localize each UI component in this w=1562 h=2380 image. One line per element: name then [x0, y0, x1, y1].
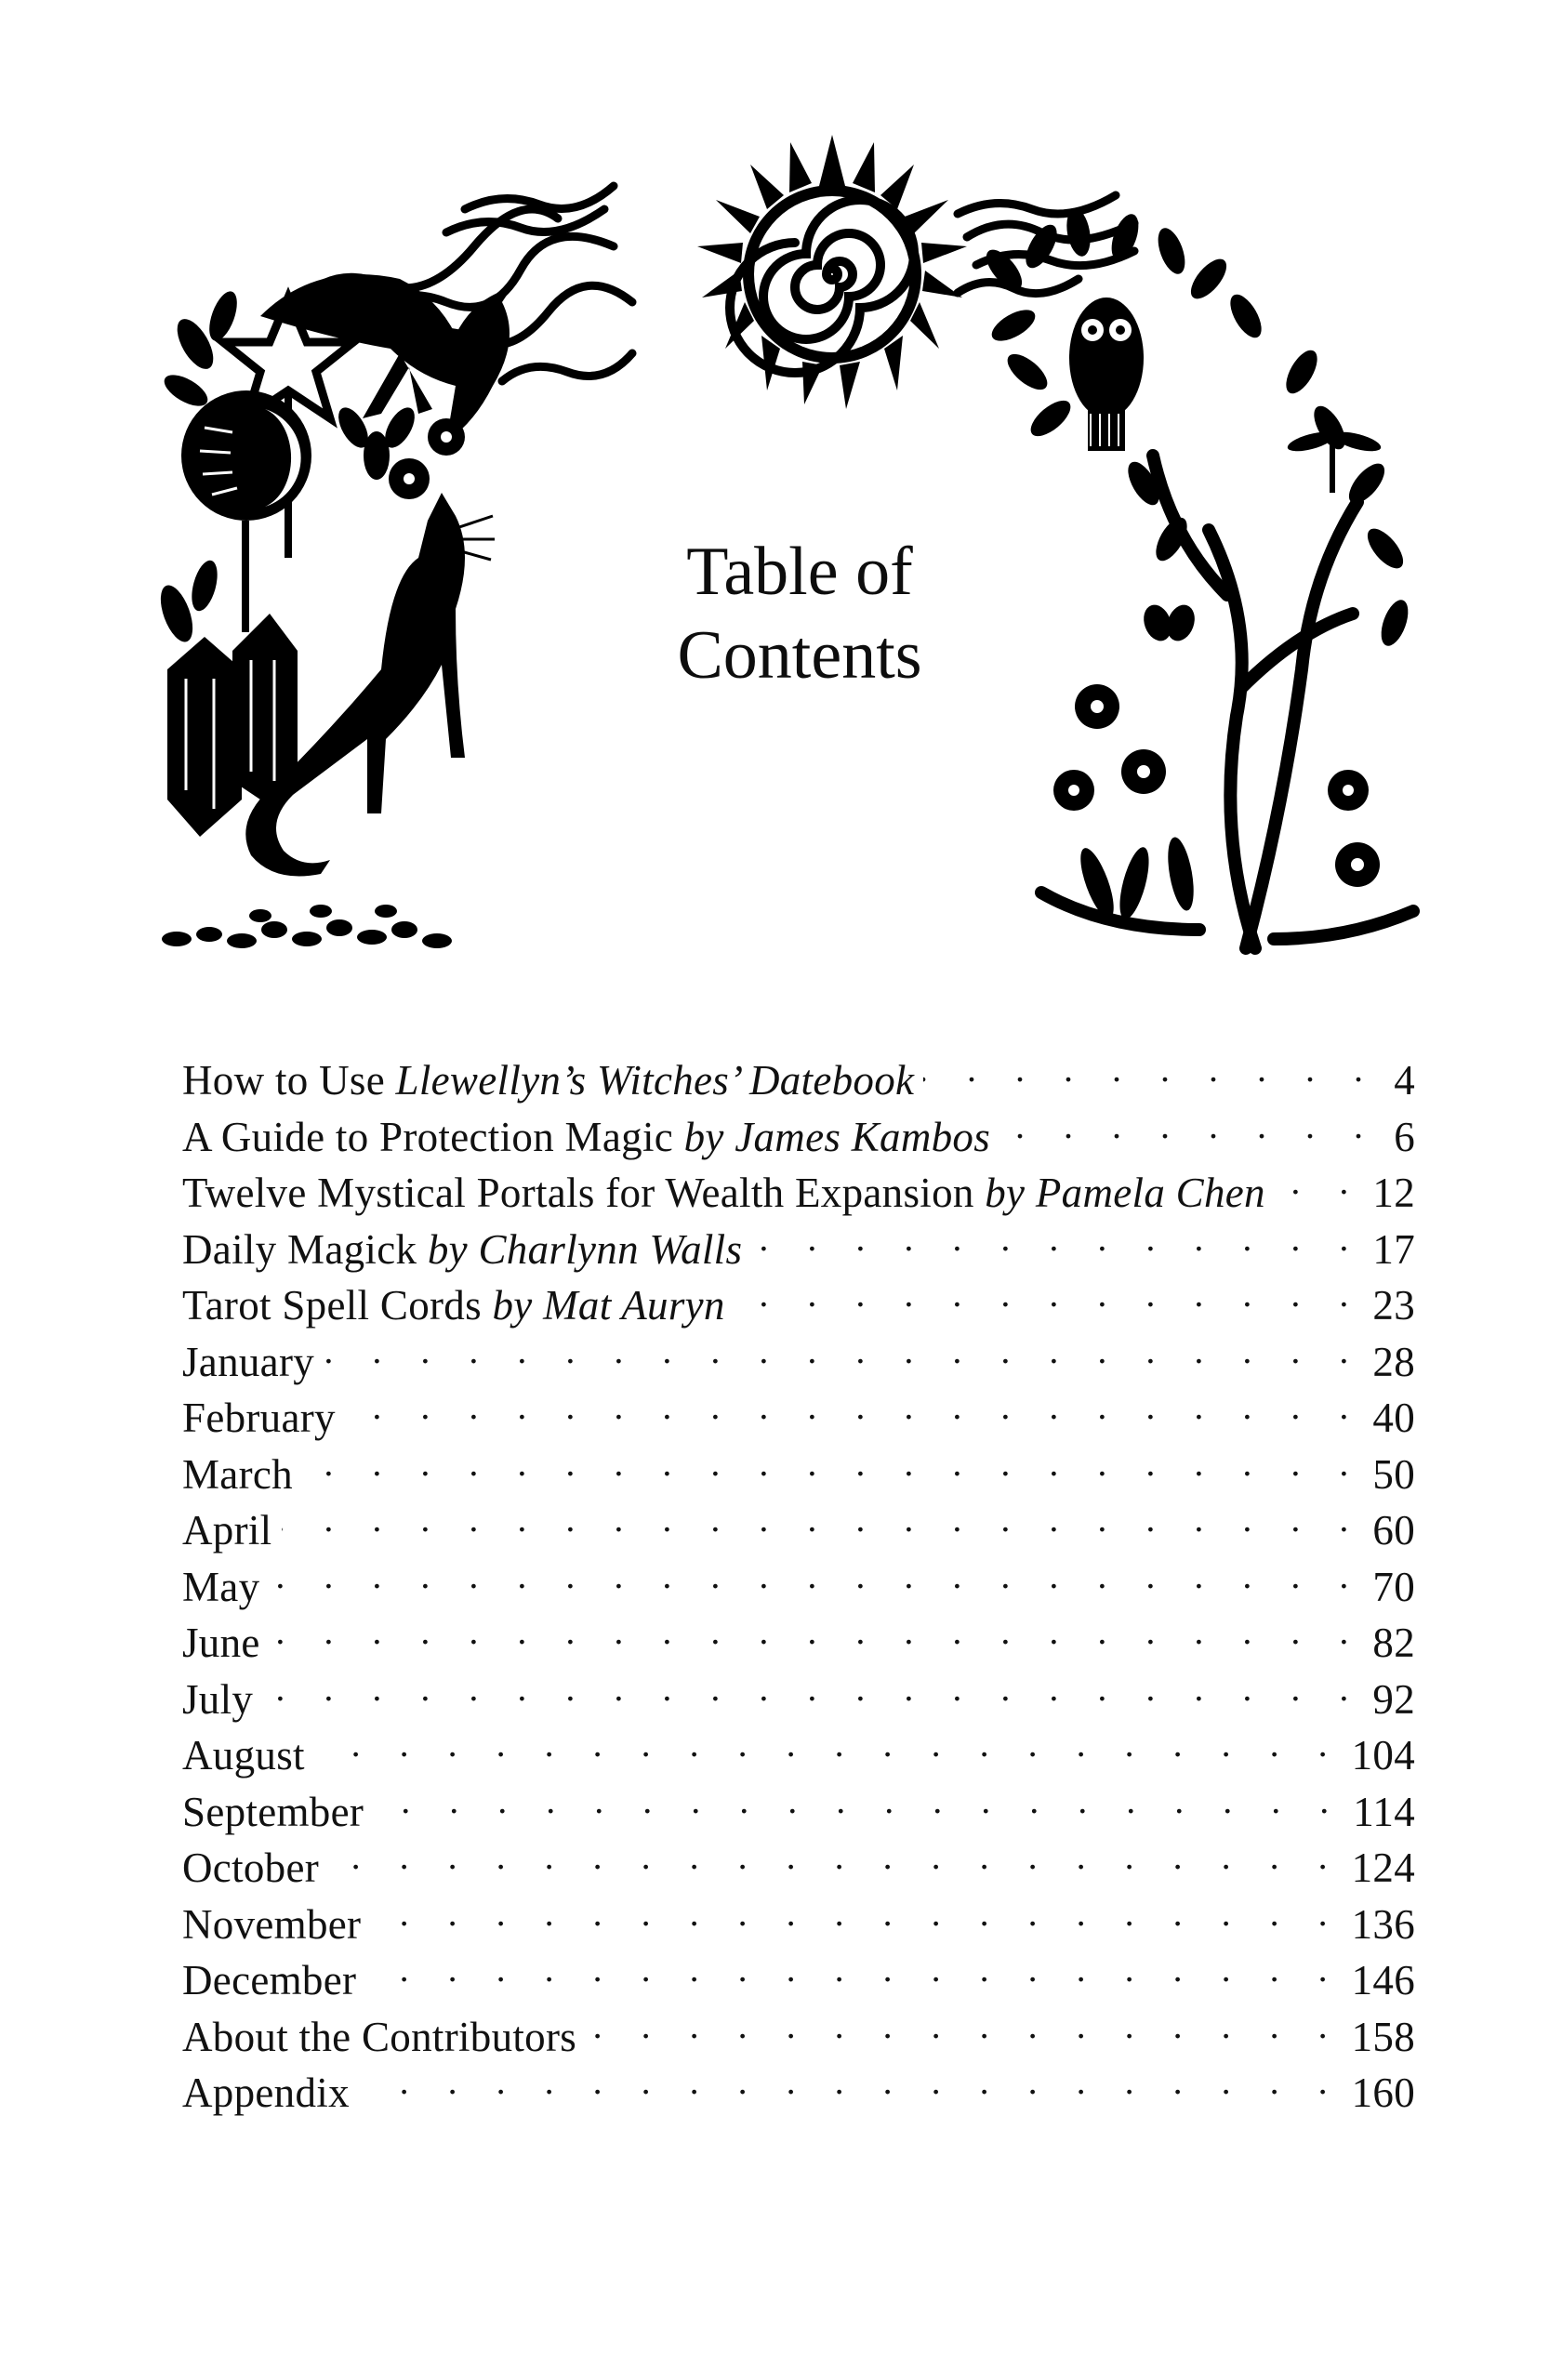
dot-leader: [314, 1722, 1343, 1765]
toc-title-italic: Llewellyn’s Witches’ Datebook: [395, 1057, 915, 1104]
toc-title-text: March: [182, 1450, 293, 1498]
toc-entry-title: [182, 1281, 725, 1329]
toc-title-text: Twelve Mystical Portals for Wealth Expansion: [182, 1170, 986, 1216]
toc-author: Mat Auryn: [543, 1282, 725, 1329]
toc-title-text: December: [182, 1957, 357, 2003]
toc-entry[interactable]: [182, 1332, 1415, 1389]
toc-entry[interactable]: [182, 1782, 1415, 1839]
toc-entry[interactable]: [182, 2063, 1415, 2120]
toc-entry[interactable]: [182, 1051, 1415, 1107]
title-line-1: Table of: [686, 534, 913, 610]
toc-entry-title: [182, 1450, 293, 1499]
dot-leader: [999, 1104, 1378, 1147]
butterfly-icon: [1139, 601, 1199, 644]
dot-leader: [262, 1666, 1363, 1710]
toc-entry-title: [182, 1113, 990, 1161]
toc-entry[interactable]: [182, 1613, 1415, 1670]
toc-page-number: 6: [1394, 1113, 1415, 1160]
toc-entry-title: [182, 1619, 260, 1667]
toc-entry[interactable]: [182, 1107, 1415, 1164]
toc-entry[interactable]: [182, 1557, 1415, 1614]
toc-page-number: 146: [1351, 1957, 1415, 2003]
dot-leader: [751, 1216, 1363, 1260]
toc-entry[interactable]: [182, 1388, 1415, 1445]
toc-author: James Kambos: [735, 1113, 991, 1160]
toc-title-text: October: [182, 1844, 320, 1891]
toc-entry[interactable]: [182, 1501, 1415, 1557]
toc-author-prefix: by: [683, 1113, 735, 1160]
toc-title-text: May: [182, 1563, 260, 1610]
toc-entry[interactable]: [182, 1726, 1415, 1782]
toc-entry-title: [182, 1563, 259, 1611]
toc-entry[interactable]: [182, 1895, 1415, 1951]
toc-entry-title: [182, 1225, 742, 1274]
dot-leader: [359, 2059, 1343, 2103]
dot-leader: [282, 1497, 1364, 1540]
toc-title-text: August: [182, 1732, 305, 1778]
title-line-2: Contents: [677, 617, 922, 694]
toc-author-prefix: by: [427, 1225, 479, 1273]
toc-entry-title: [182, 1394, 336, 1442]
toc-page-number: 104: [1351, 1732, 1415, 1778]
dot-leader: [370, 1891, 1342, 1935]
toc-entry-title: [182, 1338, 314, 1386]
dot-leader: [269, 1554, 1363, 1597]
toc-entry[interactable]: [182, 1838, 1415, 1895]
dot-leader: [345, 1384, 1364, 1428]
toc-title-text: June: [182, 1620, 260, 1666]
toc-page-number: 50: [1372, 1450, 1415, 1498]
toc-entry-title: [182, 1169, 1265, 1217]
toc-page-number: 12: [1372, 1170, 1415, 1216]
toc-entry-title: [182, 1844, 319, 1892]
dot-leader: [302, 1441, 1363, 1485]
toc-title-text: A Guide to Protection Magic: [182, 1113, 684, 1160]
toc-title-text: Tarot Spell Cords: [182, 1282, 493, 1329]
toc-author-prefix: by: [985, 1170, 1036, 1216]
toc-title-text: How to Use: [182, 1057, 396, 1104]
toc-entry-title: [182, 1056, 914, 1104]
dot-leader: [365, 1947, 1342, 1990]
toc-page-number: 160: [1351, 2069, 1415, 2116]
toc-title-text: April: [182, 1507, 272, 1554]
toc-page-number: 70: [1372, 1563, 1415, 1610]
toc-page-number: 158: [1351, 2013, 1415, 2060]
toc-entry-title: [182, 1788, 364, 1836]
right-foliage-icon: [980, 206, 1413, 649]
right-flowers-icon: [1053, 684, 1380, 922]
page-title: [558, 530, 1041, 697]
toc-page-number: 136: [1351, 1900, 1415, 1948]
toc-title-text: September: [182, 1788, 364, 1835]
toc-page-number: 28: [1372, 1338, 1415, 1385]
dot-leader: [373, 1778, 1344, 1822]
dot-leader: [270, 1609, 1364, 1653]
toc-title-text: About the Contributors: [182, 2013, 577, 2060]
toc-title-text: Appendix: [182, 2069, 350, 2116]
pebbles-icon: [162, 905, 452, 948]
toc-author: Charlynn Walls: [478, 1225, 743, 1273]
toc-title-text: January: [182, 1338, 315, 1385]
table-of-contents: [182, 1051, 1415, 2120]
toc-entry-title: [182, 2013, 576, 2061]
toc-entry[interactable]: [182, 1445, 1415, 1501]
toc-page-number: 40: [1372, 1395, 1415, 1441]
toc-author-prefix: by: [492, 1282, 544, 1329]
toc-entry-title: [182, 1956, 356, 2004]
toc-page-number: 4: [1394, 1057, 1415, 1104]
toc-entry[interactable]: [182, 1950, 1415, 2007]
toc-title-text: February: [182, 1395, 336, 1441]
sun-spiral-icon: [697, 135, 967, 409]
toc-page-number: 23: [1372, 1282, 1415, 1329]
toc-entry-title: [182, 1506, 272, 1554]
toc-entry[interactable]: [182, 1670, 1415, 1726]
dot-leader: [324, 1329, 1363, 1372]
dot-leader: [735, 1272, 1364, 1316]
toc-entry[interactable]: [182, 1163, 1415, 1220]
dot-leader: [586, 2003, 1343, 2047]
dot-leader: [328, 1834, 1343, 1878]
toc-title-text: Daily Magick: [182, 1225, 428, 1273]
dot-leader: [1275, 1159, 1364, 1203]
toc-page-number: 124: [1351, 1844, 1415, 1891]
toc-title-text: November: [182, 1900, 362, 1948]
toc-entry-title: [182, 2069, 350, 2117]
toc-author: Pamela Chen: [1035, 1170, 1265, 1216]
dot-leader: [923, 1047, 1378, 1091]
toc-page-number: 82: [1372, 1620, 1415, 1666]
toc-entry-title: [182, 1900, 361, 1949]
toc-entry-title: [182, 1731, 305, 1779]
toc-page-number: 17: [1372, 1225, 1415, 1273]
toc-page-number: 114: [1353, 1788, 1415, 1835]
toc-page-number: 60: [1372, 1507, 1415, 1554]
toc-entry[interactable]: [182, 1220, 1415, 1276]
toc-title-text: July: [182, 1675, 254, 1723]
toc-entry[interactable]: [182, 2007, 1415, 2064]
toc-entry[interactable]: [182, 1276, 1415, 1332]
owl-icon: [1069, 298, 1144, 451]
toc-entry-title: [182, 1675, 253, 1724]
toc-page-number: 92: [1372, 1675, 1415, 1723]
